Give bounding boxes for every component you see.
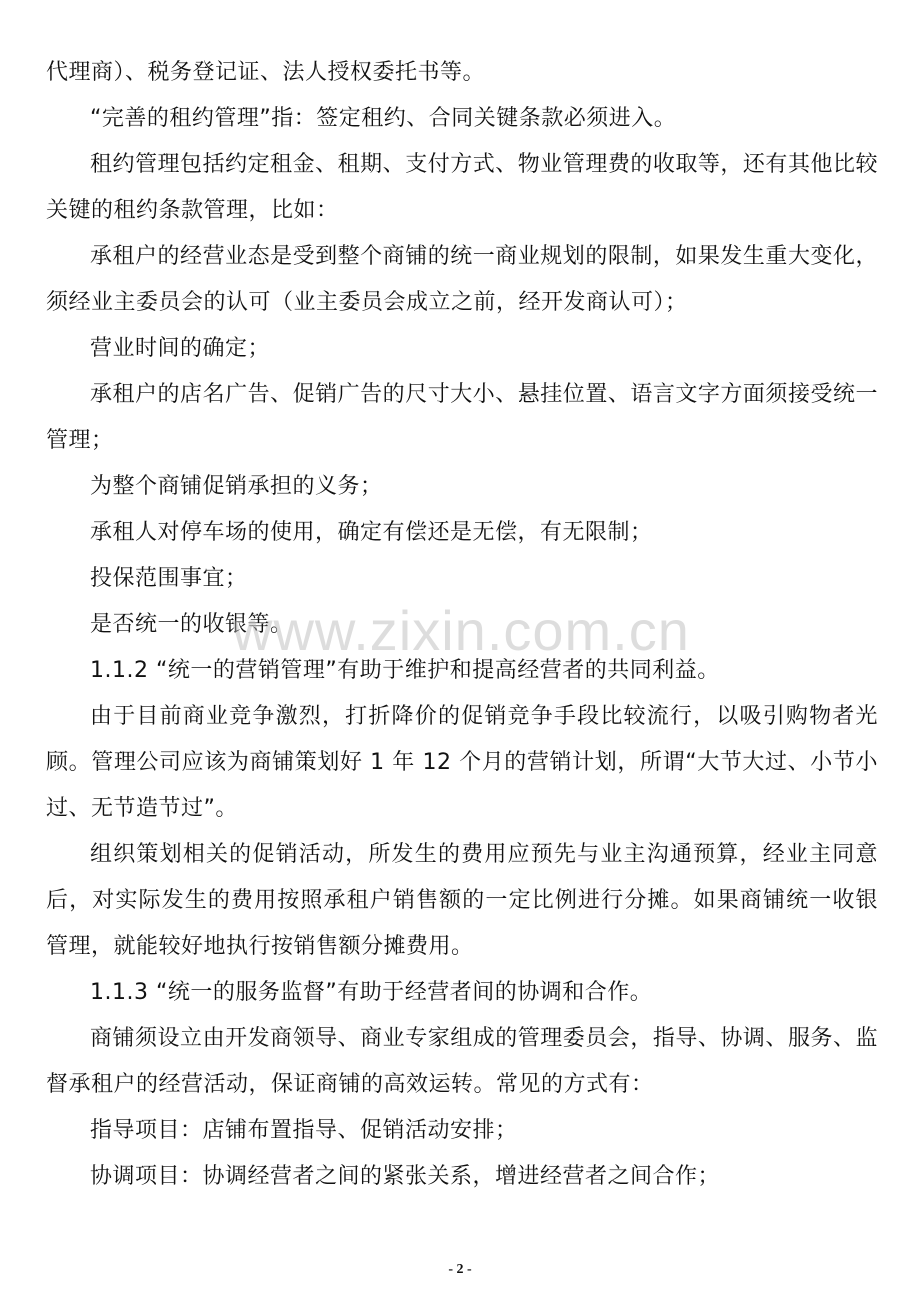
paragraph: 承租人对停车场的使用，确定有偿还是无偿，有无限制；	[90, 520, 653, 545]
paragraph: 投保范围事宜；	[90, 566, 248, 591]
paragraph: 协调项目：协调经营者之间的紧张关系，增进经营者之间合作；	[90, 1164, 721, 1189]
paragraph: 由于目前商业竞争激烈，打折降价的促销竞争手段比较流行，以吸引购物者光顾。管理公司应该为商铺策划好 1 年 12 个月的营销计划，所谓“大节大过、小节小过、无节造节过”。	[46, 704, 878, 821]
paragraph: 指导项目：店铺布置指导、促销活动安排；	[90, 1118, 518, 1143]
section-heading-1-1-2: 1.1.2 “统一的营销管理”有助于维护和提高经营者的共同利益。	[90, 658, 720, 683]
paragraph: 商铺须设立由开发商领导、商业专家组成的管理委员会，指导、协调、服务、监督承租户的经营活动，保证商铺的高效运转。常见的方式有：	[46, 1026, 878, 1097]
paragraph: 组织策划相关的促销活动，所发生的费用应预先与业主沟通预算，经业主同意后，对实际发生的费用按照承租户销售额的一定比例进行分摊。如果商铺统一收银管理，就能较好地执行按销售额分摊费用。	[46, 842, 878, 959]
paragraph: 承租户的店名广告、促销广告的尺寸大小、悬挂位置、语言文字方面须接受统一管理；	[46, 382, 878, 453]
paragraph: 营业时间的确定；	[90, 336, 271, 361]
watermark: www.zixin.com.cn	[232, 599, 690, 662]
paragraph: 是否统一的收银等。	[90, 612, 293, 637]
paragraph: 代理商）、税务登记证、法人授权委托书等。	[46, 60, 486, 85]
paragraph: 承租户的经营业态是受到整个商铺的统一商业规划的限制，如果发生重大变化，须经业主委员会的认可（业主委员会成立之前，经开发商认可）；	[46, 244, 878, 315]
document-body	[46, 50, 878, 1200]
section-heading-1-1-3: 1.1.3 “统一的服务监督”有助于经营者间的协调和合作。	[90, 980, 653, 1005]
paragraph: 为整个商铺促销承担的义务；	[90, 474, 383, 499]
page-number: - 2 -	[448, 1262, 472, 1277]
paragraph: 租约管理包括约定租金、租期、支付方式、物业管理费的收取等，还有其他比较关键的租约条款管理，比如：	[46, 152, 878, 223]
paragraph: “完善的租约管理”指：签定租约、合同关键条款必须进入。	[90, 106, 677, 131]
